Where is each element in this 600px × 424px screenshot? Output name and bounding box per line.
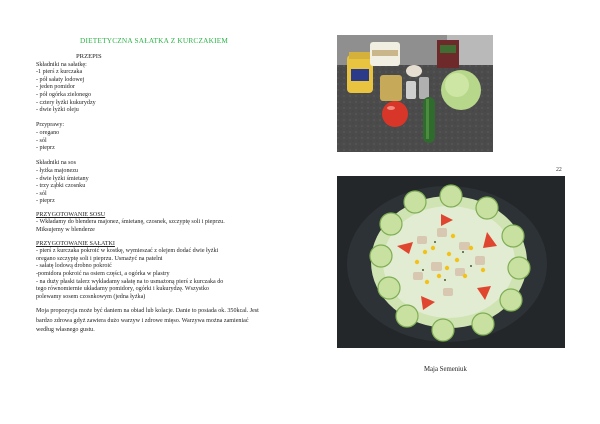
text-line: Miksujemy w blenderze (36, 227, 95, 234)
recipe-heading: PRZEPIS (76, 53, 102, 60)
list-item: - jeden pomidor (36, 84, 75, 91)
list-item: - pieprz (36, 145, 55, 152)
text-line: - Wkładamy do blendera majonez, śmietanę, czosnek, szczyptę soli i pieprzu. (36, 219, 225, 226)
list-item: - łyżka majonezu (36, 167, 78, 174)
list-item: - pieprz (36, 198, 55, 205)
list-item: - oregano (36, 129, 60, 136)
closing-paragraph: Moja propozycja może być daniem na obiad lub kolacje. Danie to posiada ok. 350kcal. Jest bardzo zdrowa gdyż zawiera dużo warzyw i zdrowe mięso. Warzywa można zamieniać według własnego gustu. (36, 308, 259, 334)
list-item: - sól (36, 137, 47, 144)
text-line: polewamy sosem czosnkowym (jedna łyżka) (36, 293, 146, 300)
salad-photo (337, 176, 565, 348)
list-item: - pół sałaty lodowej (36, 76, 85, 83)
salad-ingredients-title: Składniki na sałatkę: (36, 61, 87, 68)
list-item: - trzy ząbki czosnku (36, 183, 86, 190)
salad-ingredients-list (36, 69, 266, 115)
list-item: - cztery łyżki kukurydzy (36, 99, 96, 106)
list-item: - pół ogórka zielonego (36, 91, 91, 98)
text-line: - pierś z kurczaka pokroić w kostkę, wymieszać z olejem dodać dwie łyżki (36, 248, 219, 255)
spices-list (36, 130, 266, 153)
list-item: - dwie łyżki śmietany (36, 175, 89, 182)
recipe-column (36, 53, 266, 336)
text-line: - sałatę lodową drobno pokroić (36, 263, 112, 270)
page-number: 22 (556, 167, 562, 173)
ingredients-photo (337, 35, 493, 152)
list-item: - sól (36, 190, 47, 197)
sauce-ingredients-list (36, 168, 266, 206)
author-name: Maja Semeniuk (424, 366, 467, 373)
list-item: -1 pierś z kurczaka (36, 69, 83, 76)
salad-prep-text (36, 248, 266, 301)
list-item: - dwie łyżki oleju (36, 107, 79, 114)
text-line: -pomidora pokroić na osiem części, a ogórka w plastry (36, 271, 170, 278)
spices-title: Przyprawy: (36, 122, 65, 129)
page-title: DIETETYCZNA SAŁATKA Z KURCZAKIEM (80, 36, 229, 45)
text-line: - na duży płaski talerz wykładamy sałatę na to usmażoną pierś z kurczaka do (36, 278, 224, 285)
sauce-prep-text (36, 219, 266, 234)
text-line: tego równomiernie układamy pomidory, ogórki i kukurydzę. Wszystko (36, 286, 209, 293)
salad-prep-title: PRZYGOTOWANIE SAŁATKI (36, 240, 115, 247)
sauce-ingredients-title: Składniki na sos (36, 160, 76, 167)
text-line: oregano szczyptę soli i pieprzu. Usmażyć na patelni (36, 255, 163, 262)
sauce-prep-title: PRZYGOTOWANIE SOSU (36, 211, 106, 218)
